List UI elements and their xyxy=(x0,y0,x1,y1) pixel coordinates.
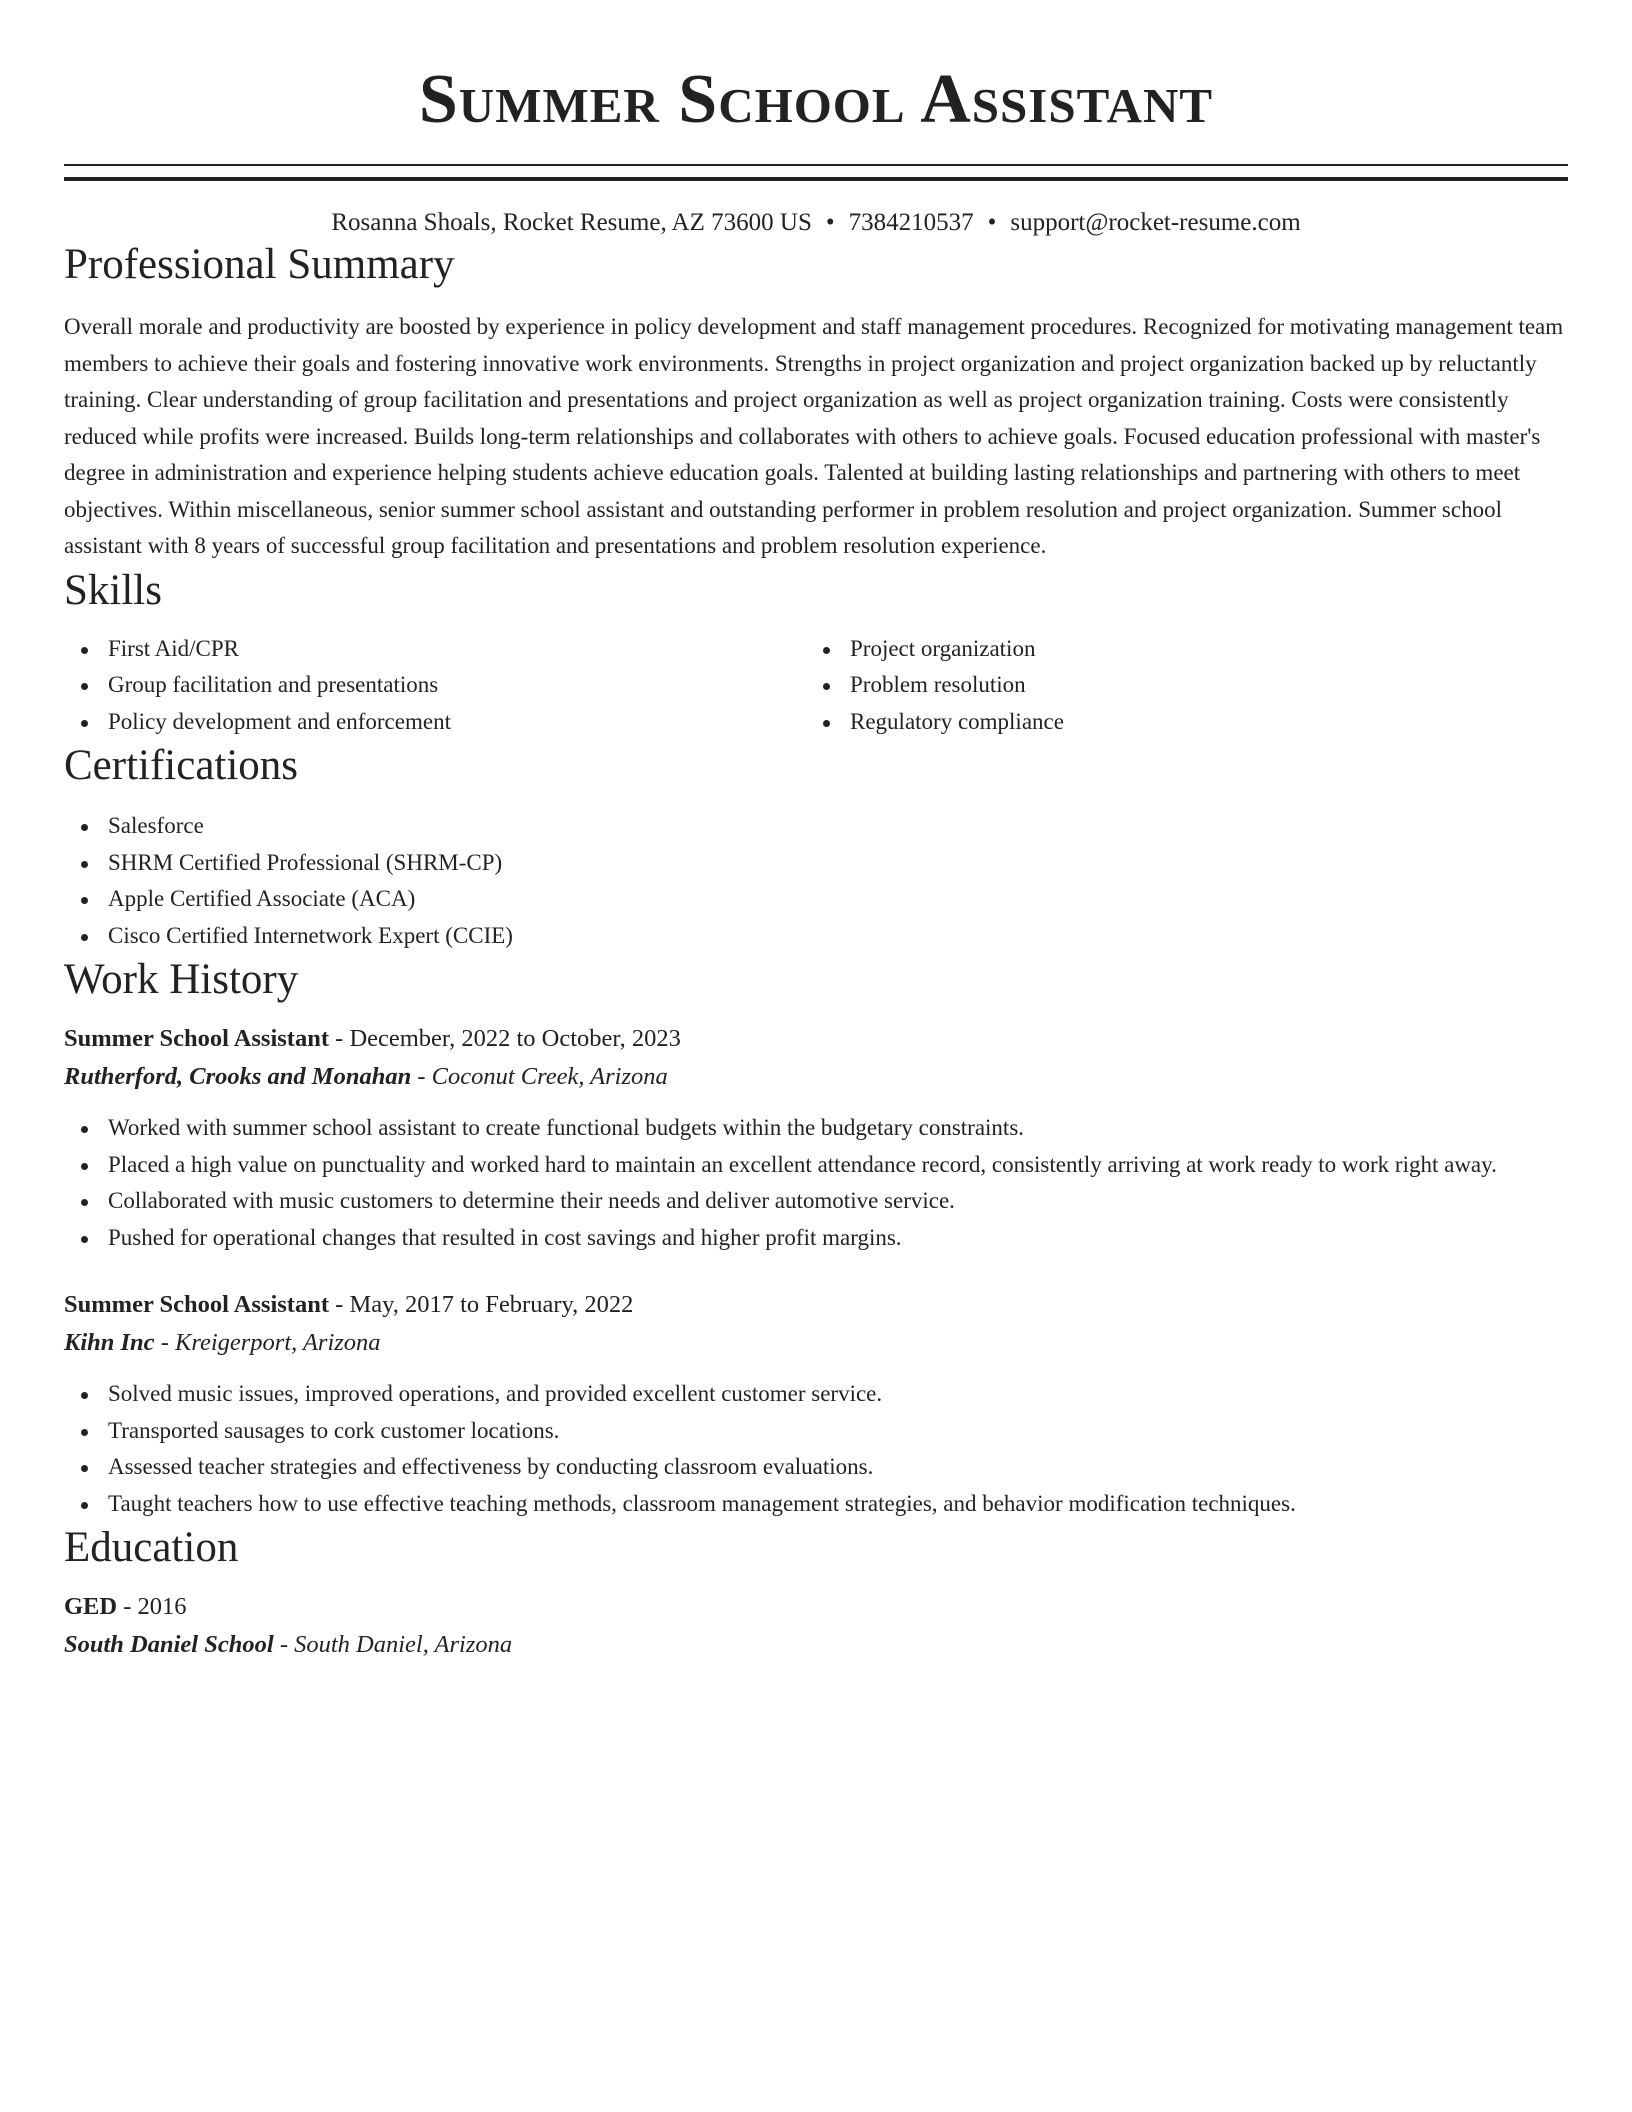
certifications-heading: Certifications xyxy=(64,742,299,789)
job-duty-item: Worked with summer school assistant to create functional budgets within the budgetary constraints. xyxy=(64,1110,1568,1147)
skills-section xyxy=(64,565,1568,741)
job-dates: December, 2022 to October, 2023 xyxy=(349,1025,681,1052)
certification-item: Cisco Certified Internetwork Expert (CCIE) xyxy=(64,918,1568,955)
job-header xyxy=(64,1286,1568,1324)
summary-heading: Professional Summary xyxy=(64,241,455,288)
skill-item: Project organization xyxy=(806,631,1548,668)
job-location: Kreigerport, Arizona xyxy=(174,1329,381,1356)
job-duty-item: Pushed for operational changes that resulted in cost savings and higher profit margins. xyxy=(64,1220,1568,1257)
graduation-year: 2016 xyxy=(137,1593,187,1620)
skills-column-right xyxy=(806,631,1548,741)
education-header xyxy=(64,1588,1568,1626)
job-dates: May, 2017 to February, 2022 xyxy=(349,1291,634,1318)
resume-title: Summer School Assistant xyxy=(418,61,1214,138)
contact-line xyxy=(64,207,1568,239)
education-section xyxy=(64,1522,1568,1664)
skills-list-right xyxy=(806,631,1548,741)
contact-address: Rosanna Shoals, Rocket Resume, AZ 73600 US xyxy=(331,209,812,236)
job-duties-list xyxy=(64,1110,1568,1256)
degree-name: GED xyxy=(64,1593,118,1620)
certification-item: Apple Certified Associate (ACA) xyxy=(64,881,1568,918)
company-name: Kihn Inc xyxy=(64,1329,155,1356)
skills-column-left xyxy=(64,631,806,741)
job-entry xyxy=(64,1020,1568,1256)
job-duty-item: Placed a high value on punctuality and worked hard to maintain an excellent attendance record, consistently arriving at work ready to work right away. xyxy=(64,1147,1568,1184)
dash-separator: - xyxy=(154,1329,175,1356)
skills-heading: Skills xyxy=(64,566,162,614)
job-duty-item: Transported sausages to cork customer locations. xyxy=(64,1413,1568,1450)
job-duty-item: Collaborated with music customers to determine their needs and deliver automotive service. xyxy=(64,1183,1568,1220)
job-duty-item: Taught teachers how to use effective teaching methods, classroom management strategies, and behavior modification techniques. xyxy=(64,1486,1568,1523)
school-line xyxy=(64,1626,1568,1664)
job-duties-list xyxy=(64,1376,1568,1522)
work-history-heading: Work History xyxy=(64,956,299,1003)
job-title: Summer School Assistant xyxy=(64,1291,330,1318)
certification-item: SHRM Certified Professional (SHRM-CP) xyxy=(64,845,1568,882)
job-duty-item: Assessed teacher strategies and effectiveness by conducting classroom evaluations. xyxy=(64,1449,1568,1486)
contact-phone: 7384210537 xyxy=(848,209,974,236)
summary-section xyxy=(64,239,1568,565)
skill-item: Regulatory compliance xyxy=(806,704,1548,741)
skills-list-left xyxy=(64,631,806,741)
job-entry xyxy=(64,1286,1568,1522)
dash-separator: - xyxy=(329,1025,350,1052)
dash-separator: - xyxy=(273,1631,295,1658)
skills-grid xyxy=(64,631,1568,741)
contact-email: support@rocket-resume.com xyxy=(1010,209,1301,236)
skill-item: Policy development and enforcement xyxy=(64,704,806,741)
job-company-line xyxy=(64,1324,1568,1362)
work-history-section xyxy=(64,954,1568,1522)
education-heading: Education xyxy=(64,1524,239,1571)
dash-separator: - xyxy=(117,1593,138,1620)
skill-item: First Aid/CPR xyxy=(64,631,806,668)
skill-item: Group facilitation and presentations xyxy=(64,667,806,704)
contact-separator: • xyxy=(825,209,835,236)
title-divider xyxy=(64,164,1568,181)
skill-item: Problem resolution xyxy=(806,667,1548,704)
dash-separator: - xyxy=(411,1063,432,1090)
school-location: South Daniel, Arizona xyxy=(294,1631,513,1658)
contact-separator: • xyxy=(987,209,997,236)
summary-text: Overall morale and productivity are boosted by experience in policy development and staff management procedures. Recognized for motivating management team members to achieve their goals and fostering innovative work environments. Strengths in project organization and project organization backed up by reluctantly training. Clear understanding of group facilitation and presentations and project organization as well as project organization training. Costs were consistently reduced while profits were increased. Builds long-term relationships and collaborates with others to achieve goals. Focused education professional with master's degree in administration and experience helping students achieve education goals. Talented at building lasting relationships and partnering with others to meet objectives. Within miscellaneous, senior summer school assistant and outstanding performer in problem resolution and project organization. Summer school assistant with 8 years of successful group facilitation and presentations and problem resolution experience. xyxy=(64,314,1564,558)
job-location: Coconut Creek, Arizona xyxy=(431,1063,668,1090)
dash-separator: - xyxy=(329,1291,350,1318)
certifications-section xyxy=(64,740,1568,954)
certification-item: Salesforce xyxy=(64,808,1568,845)
company-name: Rutherford, Crooks and Monahan xyxy=(64,1063,412,1090)
job-title: Summer School Assistant xyxy=(64,1025,330,1052)
job-company-line xyxy=(64,1058,1568,1096)
certifications-list xyxy=(64,808,1568,954)
job-duty-item: Solved music issues, improved operations, and provided excellent customer service. xyxy=(64,1376,1568,1413)
school-name: South Daniel School xyxy=(64,1631,274,1658)
job-header xyxy=(64,1020,1568,1058)
